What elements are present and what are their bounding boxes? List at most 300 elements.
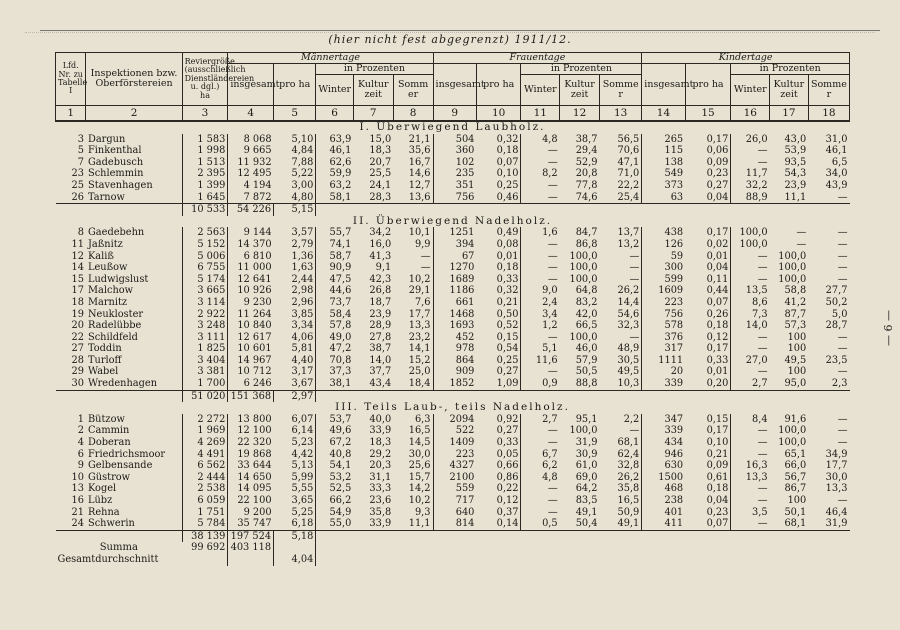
table-cell: 52,9 bbox=[575, 156, 598, 168]
table-cell: 6 755 bbox=[182, 262, 228, 274]
table-cell: 13,5 bbox=[745, 285, 768, 297]
table-cell: 1468 bbox=[449, 308, 475, 320]
table-cell: 0,04 bbox=[685, 192, 731, 204]
table-cell: — bbox=[547, 273, 558, 285]
table-cell: 0,07 bbox=[685, 518, 731, 530]
table-cell: 6,3 bbox=[393, 414, 433, 426]
table-cell: Jaßnitz bbox=[86, 239, 182, 251]
table-cell: — bbox=[547, 179, 558, 191]
col-k-kultur: Kulturzeit bbox=[770, 75, 809, 106]
table-cell: 10 712 bbox=[237, 366, 272, 378]
table-cell: Leußow bbox=[86, 262, 182, 274]
table-cell: 5,0 bbox=[831, 308, 848, 320]
section-heading-row bbox=[56, 121, 850, 134]
table-row bbox=[56, 378, 850, 390]
column-number: 16 bbox=[731, 106, 770, 122]
column-number: 13 bbox=[600, 106, 642, 122]
table-cell: — bbox=[600, 274, 642, 286]
table-cell: 0,25 bbox=[476, 180, 521, 192]
table-cell: 11,1 bbox=[784, 191, 807, 203]
table-cell: 8 bbox=[77, 227, 84, 239]
table-cell: 35,8 bbox=[369, 506, 392, 518]
table-cell: — bbox=[757, 145, 768, 157]
table-cell: 59,9 bbox=[329, 168, 352, 180]
table-cell: 411 bbox=[664, 518, 684, 530]
table-cell: 8,2 bbox=[542, 168, 558, 180]
table-cell: 373 bbox=[664, 179, 684, 191]
table-cell: Schildfeld bbox=[86, 332, 182, 344]
table-cell: — bbox=[837, 437, 848, 449]
table-cell: 48,9 bbox=[600, 343, 642, 355]
table-cell: 46,1 bbox=[825, 145, 848, 157]
table-cell: 6 059 bbox=[182, 495, 228, 507]
table-cell: 27,8 bbox=[369, 331, 392, 343]
torn-header-remnant bbox=[25, 22, 875, 33]
table-cell: 93,5 bbox=[784, 156, 807, 168]
table-cell: 0,15 bbox=[476, 332, 521, 344]
table-cell: 5,55 bbox=[274, 483, 316, 495]
table-cell: 88,9 bbox=[745, 191, 768, 203]
table-cell: 42,0 bbox=[575, 308, 598, 320]
table-cell: 54,1 bbox=[329, 460, 352, 472]
col-inspektionen: Inspektionen bzw. Oberförstereien bbox=[86, 53, 182, 106]
table-cell: 5 784 bbox=[182, 518, 228, 530]
table-cell: 5,13 bbox=[274, 460, 316, 472]
table-cell: 864 bbox=[455, 354, 475, 366]
table-cell: 115 bbox=[664, 145, 684, 157]
column-number-row bbox=[56, 106, 850, 122]
table-cell: 77,8 bbox=[575, 179, 598, 191]
table-cell: 70,6 bbox=[600, 145, 642, 157]
section-title: I. Überwiegend Laubholz. bbox=[359, 121, 546, 133]
table-cell: 35 747 bbox=[237, 518, 272, 530]
blank-cell bbox=[86, 390, 182, 402]
table-cell: 35,8 bbox=[600, 483, 642, 495]
gesamt-value: 4,04 bbox=[274, 554, 316, 566]
table-cell: 9,3 bbox=[393, 507, 433, 519]
table-cell: 2094 bbox=[449, 413, 475, 425]
table-cell: 67 bbox=[461, 250, 475, 262]
table-cell: — bbox=[757, 262, 768, 274]
table-cell: 1251 bbox=[449, 227, 475, 239]
table-cell: 0,15 bbox=[685, 414, 731, 426]
column-number: 6 bbox=[316, 106, 354, 122]
table-cell: 18,3 bbox=[369, 437, 392, 449]
table-cell: 0,14 bbox=[476, 518, 521, 530]
table-cell: 6,5 bbox=[831, 156, 848, 168]
subtotal-cell: 5,15 bbox=[274, 204, 316, 216]
table-cell: 19 868 bbox=[237, 448, 272, 460]
table-cell: 0,08 bbox=[476, 239, 521, 251]
table-cell: 13,3 bbox=[825, 483, 848, 495]
table-cell: 26 bbox=[71, 191, 84, 203]
table-cell: 5 152 bbox=[182, 239, 228, 251]
table-row bbox=[56, 145, 850, 157]
table-row bbox=[56, 180, 850, 192]
table-cell: 57,9 bbox=[575, 354, 598, 366]
table-cell: — bbox=[837, 238, 848, 250]
table-cell: 40,0 bbox=[369, 413, 392, 425]
table-cell: 3 111 bbox=[182, 332, 228, 344]
table-cell: 14 095 bbox=[237, 483, 272, 495]
table-cell: 54,6 bbox=[600, 309, 642, 321]
column-number: 9 bbox=[433, 106, 476, 122]
table-cell: 15,0 bbox=[369, 133, 392, 145]
table-cell: 1186 bbox=[449, 285, 475, 297]
gesamt-label: Gesamtdurchschnitt bbox=[57, 553, 159, 565]
table-cell: 38,7 bbox=[575, 133, 598, 145]
table-cell: 31,0 bbox=[825, 133, 848, 145]
table-cell: 4,42 bbox=[274, 449, 316, 461]
table-cell: 33 644 bbox=[237, 460, 272, 472]
table-cell: 3,00 bbox=[274, 180, 316, 192]
table-cell: 13,3 bbox=[745, 471, 768, 483]
table-cell: 52,5 bbox=[329, 483, 352, 495]
table-cell: 11 932 bbox=[237, 156, 272, 168]
table-cell: 100,0 bbox=[569, 262, 598, 274]
table-cell: 438 bbox=[664, 227, 684, 239]
table-cell: 58,7 bbox=[329, 250, 352, 262]
table-cell: 33,9 bbox=[369, 518, 392, 530]
table-cell: — bbox=[757, 273, 768, 285]
table-cell: 0,02 bbox=[685, 239, 731, 251]
table-cell: 32,2 bbox=[745, 179, 768, 191]
table-cell: — bbox=[837, 343, 848, 355]
table-cell: 5,1 bbox=[542, 343, 558, 355]
col-f-sommer: Sommer bbox=[600, 75, 642, 106]
table-cell: Dargun bbox=[86, 134, 182, 146]
table-cell: 2,2 bbox=[600, 414, 642, 426]
table-cell: 49,5 bbox=[600, 366, 642, 378]
table-cell: 1689 bbox=[449, 273, 475, 285]
table-cell: 3 665 bbox=[182, 285, 228, 297]
table-cell: 14,5 bbox=[393, 437, 433, 449]
column-number: 4 bbox=[228, 106, 274, 122]
table-cell: 29 bbox=[71, 366, 84, 378]
table-cell: 347 bbox=[664, 413, 684, 425]
table-cell: Wabel bbox=[86, 366, 182, 378]
table-cell: 22,2 bbox=[600, 180, 642, 192]
table-cell: 3 bbox=[77, 133, 84, 145]
table-cell: 30,0 bbox=[825, 471, 848, 483]
table-cell: 2,79 bbox=[274, 239, 316, 251]
table-cell: 13,3 bbox=[393, 320, 433, 332]
table-cell: 33,9 bbox=[369, 425, 392, 437]
table-cell: 16,5 bbox=[393, 425, 433, 437]
table-cell: 54,3 bbox=[784, 168, 807, 180]
table-cell: Gaedebehn bbox=[86, 227, 182, 239]
table-row bbox=[56, 134, 850, 146]
subtotal-cell: 51 020 bbox=[182, 390, 228, 402]
table-cell: 2 395 bbox=[182, 168, 228, 180]
table-cell: 43,4 bbox=[369, 378, 392, 390]
col-f-insgesamt: insgesamt bbox=[433, 64, 476, 106]
table-cell: 100,0 bbox=[778, 262, 807, 274]
table-cell: 26,2 bbox=[600, 472, 642, 484]
table-cell: 12 495 bbox=[237, 168, 272, 180]
column-number: 12 bbox=[560, 106, 600, 122]
table-cell: 640 bbox=[455, 506, 475, 518]
table-cell: 0,18 bbox=[685, 320, 731, 332]
table-cell: 0,07 bbox=[685, 297, 731, 309]
subtotal-cell: 54 226 bbox=[228, 204, 274, 216]
table-cell: 756 bbox=[455, 191, 475, 203]
table-cell: 70,8 bbox=[329, 354, 352, 366]
table-cell: 9 200 bbox=[243, 506, 272, 518]
table-cell: — bbox=[547, 506, 558, 518]
table-cell: 3 114 bbox=[182, 297, 228, 309]
table-cell: 0,5 bbox=[542, 518, 558, 530]
table-cell: — bbox=[547, 425, 558, 437]
table-cell: Turloff bbox=[86, 355, 182, 367]
table-cell: 66,5 bbox=[575, 320, 598, 332]
table-row bbox=[56, 332, 850, 344]
table-cell: 0,37 bbox=[476, 507, 521, 519]
table-cell: 0,01 bbox=[685, 251, 731, 263]
table-cell: 20,8 bbox=[575, 168, 598, 180]
table-cell: 68,1 bbox=[784, 518, 807, 530]
table-cell: 12 bbox=[71, 250, 84, 262]
table-cell: 100,0 bbox=[569, 250, 598, 262]
blank-cell bbox=[316, 530, 850, 542]
group-frauentage: Frauentage bbox=[433, 53, 642, 64]
table-cell: — bbox=[757, 448, 768, 460]
col-m-kultur: Kulturzeit bbox=[353, 75, 393, 106]
table-cell: 0,12 bbox=[685, 332, 731, 344]
table-cell: 25,0 bbox=[393, 366, 433, 378]
table-cell: 1 583 bbox=[182, 134, 228, 146]
table-row bbox=[56, 414, 850, 426]
table-cell: 34,0 bbox=[825, 168, 848, 180]
table-cell: — bbox=[547, 145, 558, 157]
column-number: 1 bbox=[56, 106, 86, 122]
table-cell: 0,50 bbox=[476, 309, 521, 321]
table-cell: 22 100 bbox=[237, 495, 272, 506]
table-cell: 43,0 bbox=[784, 133, 807, 145]
table-cell: 1 751 bbox=[182, 507, 228, 519]
table-cell: 11,7 bbox=[745, 168, 768, 180]
table-cell: 31,9 bbox=[575, 437, 598, 449]
table-row bbox=[56, 297, 850, 309]
blank-cell bbox=[182, 554, 228, 566]
table-cell: Finkenthal bbox=[86, 145, 182, 157]
table-cell: Neukloster bbox=[86, 309, 182, 321]
table-cell: Lübz bbox=[86, 495, 182, 507]
table-cell: 41,2 bbox=[784, 296, 807, 308]
column-number: 15 bbox=[685, 106, 731, 122]
table-cell: Toddin bbox=[86, 343, 182, 355]
table-cell: 23,9 bbox=[784, 179, 807, 191]
table-cell: 11 bbox=[71, 238, 84, 250]
table-cell: 0,04 bbox=[685, 495, 731, 507]
table-cell: Schwerin bbox=[86, 518, 182, 530]
table-cell: 0,44 bbox=[685, 285, 731, 297]
section-heading-row bbox=[56, 216, 850, 228]
table-cell: 16,7 bbox=[393, 157, 433, 169]
table-cell: Wredenhagen bbox=[86, 378, 182, 390]
table-cell: — bbox=[757, 483, 768, 495]
table-cell: 47,5 bbox=[329, 273, 352, 285]
table-cell: 0,92 bbox=[476, 414, 521, 426]
table-cell: 73,7 bbox=[329, 296, 352, 308]
table-cell: 1 399 bbox=[182, 180, 228, 192]
table-cell: 4 bbox=[77, 437, 84, 449]
blank-cell bbox=[228, 554, 274, 566]
table-cell: 300 bbox=[664, 262, 684, 274]
table-cell: 31,9 bbox=[825, 518, 848, 530]
table-cell: 126 bbox=[664, 238, 684, 250]
table-cell: Radelübbe bbox=[86, 320, 182, 332]
table-cell: 27,7 bbox=[825, 285, 848, 297]
table-cell: 14,0 bbox=[369, 354, 392, 366]
section-title: III. Teils Laub-, teils Nadelholz. bbox=[335, 401, 570, 414]
table-cell: 83,2 bbox=[575, 296, 598, 308]
table-cell: Güstrow bbox=[86, 472, 182, 484]
subtotal-cell: 151 368 bbox=[228, 390, 274, 402]
table-cell: 4 491 bbox=[182, 449, 228, 461]
table-cell: 9 665 bbox=[243, 145, 272, 157]
table-cell: 468 bbox=[664, 483, 684, 495]
table-cell: 630 bbox=[664, 460, 684, 472]
table-cell: 67,2 bbox=[329, 437, 352, 449]
table-cell: — bbox=[757, 343, 768, 355]
table-cell: 1 645 bbox=[182, 192, 228, 204]
table-cell: 66,2 bbox=[329, 495, 352, 506]
table-cell: 33,3 bbox=[369, 483, 392, 495]
table-cell: 24 bbox=[71, 518, 84, 530]
table-cell: 0,61 bbox=[685, 472, 731, 484]
subtotal-row bbox=[56, 530, 850, 542]
table-cell: 0,27 bbox=[476, 366, 521, 378]
table-cell: 1,09 bbox=[476, 378, 521, 390]
col-f-kultur: Kulturzeit bbox=[560, 75, 600, 106]
table-cell: 25 bbox=[71, 179, 84, 191]
col-f-prozent: in Prozenten bbox=[521, 64, 642, 75]
table-cell: 49,1 bbox=[600, 518, 642, 530]
table-cell: 1270 bbox=[449, 262, 475, 274]
table-cell: 100,0 bbox=[778, 437, 807, 449]
table-cell: 1609 bbox=[658, 285, 684, 297]
table-cell: 15 bbox=[71, 273, 84, 285]
table-cell: — bbox=[547, 331, 558, 343]
table-cell: 452 bbox=[455, 331, 475, 343]
table-cell: 100,0 bbox=[778, 425, 807, 437]
table-cell: 17,7 bbox=[825, 460, 848, 472]
table-cell: 62,4 bbox=[600, 449, 642, 461]
table-cell: 14,1 bbox=[393, 343, 433, 355]
table-cell: 6,18 bbox=[274, 518, 316, 530]
table-cell: — bbox=[600, 262, 642, 274]
table-row bbox=[56, 320, 850, 332]
table-cell: 58,8 bbox=[784, 285, 807, 297]
table-cell: 47,1 bbox=[600, 157, 642, 169]
table-cell: — bbox=[757, 518, 768, 530]
table-cell: 26,0 bbox=[745, 133, 768, 145]
table-cell: 18,3 bbox=[369, 145, 392, 157]
table-cell: 3,85 bbox=[274, 309, 316, 321]
col-k-sommer: Sommer bbox=[808, 75, 849, 106]
table-cell: 6,7 bbox=[542, 448, 558, 460]
table-cell: 23,5 bbox=[825, 354, 848, 366]
col-m-winter: Winter bbox=[316, 75, 354, 106]
table-cell: 3 381 bbox=[182, 366, 228, 378]
table-cell: 5,25 bbox=[274, 507, 316, 519]
table-cell: 0,09 bbox=[685, 460, 731, 472]
summa-cell: 403 118 bbox=[228, 542, 274, 554]
table-cell: 661 bbox=[455, 296, 475, 308]
column-number: 10 bbox=[476, 106, 521, 122]
table-cell: 13,7 bbox=[600, 227, 642, 239]
table-cell: 0,25 bbox=[476, 355, 521, 367]
table-cell: 10,2 bbox=[393, 274, 433, 286]
subtotal-cell: 2,97 bbox=[274, 390, 316, 402]
table-cell: 909 bbox=[455, 366, 475, 378]
table-cell: 4,80 bbox=[274, 192, 316, 204]
table-cell: — bbox=[757, 156, 768, 168]
table-cell: 30 bbox=[71, 378, 84, 390]
table-cell: 8,4 bbox=[752, 413, 768, 425]
table-cell: 69,0 bbox=[575, 471, 598, 483]
table-cell: 14 967 bbox=[237, 354, 272, 366]
table-cell: 27,0 bbox=[745, 354, 768, 366]
table-cell: 238 bbox=[664, 495, 684, 506]
table-cell: — bbox=[600, 425, 642, 437]
table-cell: 2,44 bbox=[274, 274, 316, 286]
table-cell: 434 bbox=[664, 437, 684, 449]
table-cell: 0,54 bbox=[476, 343, 521, 355]
table-cell: 1 825 bbox=[182, 343, 228, 355]
table-cell: 0,32 bbox=[476, 285, 521, 297]
table-cell: — bbox=[837, 262, 848, 274]
table-cell: 0,18 bbox=[476, 145, 521, 157]
table-cell: — bbox=[600, 251, 642, 263]
table-cell: 223 bbox=[455, 448, 475, 460]
col-m-insgesamt: insgesamt bbox=[228, 64, 274, 106]
table-cell: 49,5 bbox=[784, 354, 807, 366]
table-cell: 0,07 bbox=[476, 157, 521, 169]
table-cell: 0,17 bbox=[685, 134, 731, 146]
table-cell: 25,6 bbox=[393, 460, 433, 472]
table-cell: 3 404 bbox=[182, 355, 228, 367]
table-cell: 351 bbox=[455, 179, 475, 191]
summa-row bbox=[56, 542, 850, 554]
table-cell: — bbox=[837, 273, 848, 285]
table-cell: 91,6 bbox=[784, 413, 807, 425]
table-cell: 14,4 bbox=[600, 297, 642, 309]
column-number: 7 bbox=[353, 106, 393, 122]
table-cell: 29,1 bbox=[393, 285, 433, 297]
table-cell: 95,1 bbox=[575, 413, 598, 425]
table-cell: 1693 bbox=[449, 320, 475, 332]
table-cell: 100,0 bbox=[778, 273, 807, 285]
table-cell: 56,7 bbox=[784, 471, 807, 483]
table-cell: 53,7 bbox=[329, 413, 352, 425]
table-cell: 16,5 bbox=[600, 495, 642, 507]
table-cell: Marnitz bbox=[86, 297, 182, 309]
table-cell: — bbox=[757, 250, 768, 262]
table-cell: 360 bbox=[455, 145, 475, 157]
table-cell: 22 bbox=[71, 331, 84, 343]
table-cell: 265 bbox=[664, 133, 684, 145]
table-cell: 1 bbox=[77, 413, 84, 425]
table-row bbox=[56, 274, 850, 286]
table-cell: 7,3 bbox=[752, 308, 768, 320]
table-cell: 12 617 bbox=[237, 331, 272, 343]
table-row bbox=[56, 425, 850, 437]
table-cell: 3,17 bbox=[274, 366, 316, 378]
table-cell: 100 bbox=[787, 366, 807, 378]
table-cell: 2,7 bbox=[752, 378, 768, 390]
